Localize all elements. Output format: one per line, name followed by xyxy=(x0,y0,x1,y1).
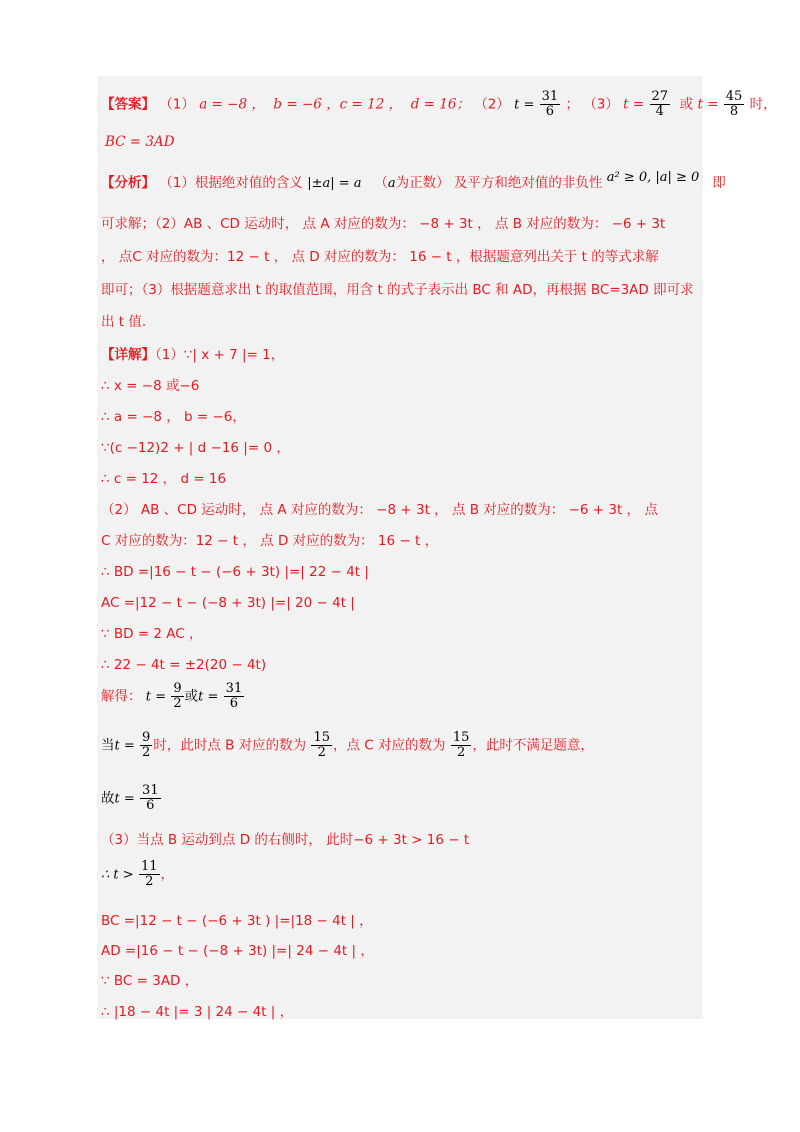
answer-fraction-45-8: $\frac{45}{8}$ xyxy=(725,89,743,119)
analysis-line-2: 可求解；（2）AB 、CD 运动时， 点 A 对应的数为： −8 + 3t ， 点 B 对应的数为： −6 + 3t xyxy=(101,216,666,232)
detail-line-3: ∴ a = −8 ， b = −6， xyxy=(101,409,246,425)
answer-d-value: d = 16； xyxy=(410,96,470,113)
answer-or: 或 xyxy=(679,96,694,113)
solve-label: 解得： xyxy=(101,688,142,705)
detail-line-1 xyxy=(101,346,284,364)
detail-line-16: ∴ |18 − 4t |= 3 | 24 − 4t | ， xyxy=(101,1004,294,1020)
when-fraction-15-2-b: $\frac{15}{2}$ xyxy=(313,730,331,760)
answer-part-1: （1） xyxy=(159,96,195,113)
answer-b-value: b = −6 xyxy=(273,96,322,113)
detail-line-7: C 对应的数为：12 − t ， 点 D 对应的数为： 16 − t ， xyxy=(101,533,439,549)
analysis-paren: （ xyxy=(374,175,388,191)
detail-line-11: ∴ 22 − 4t = ±2(20 − 4t) xyxy=(101,657,267,673)
answer-t-eq-3: t = xyxy=(697,96,719,113)
answer-tag: 【答案】 xyxy=(101,96,155,113)
when-text-2: ，点 C 对应的数为 xyxy=(333,737,446,754)
when-text-3: ，此时不满足题意， xyxy=(472,737,594,754)
answer-part-2: （2） xyxy=(474,96,510,113)
so-t: t = xyxy=(114,791,135,807)
detail-line-13: BC =|12 − t − (−6 + 3t ) |=|18 − 4t | ， xyxy=(101,913,373,929)
analysis-a-var: a xyxy=(387,176,396,191)
detail-line-12: （3）当点 B 运动到点 D 的右侧时， 此时−6 + 3t > 16 − t xyxy=(101,832,470,848)
solve-fraction-31-6: $\frac{31}{6}$ xyxy=(225,681,243,711)
analysis-text-3: 即 xyxy=(712,175,726,191)
answer-line-1 xyxy=(101,90,777,119)
when-fraction-9-2: $\frac{9}{2}$ xyxy=(142,730,151,760)
when-text-1: 时，此时点 B 对应的数为 xyxy=(153,737,307,754)
solve-fraction-9-2: $\frac{9}{2}$ xyxy=(173,681,182,711)
detail-step-1: （1）∵| x + 7 |= 1， xyxy=(155,347,285,363)
nonneg-expression: a² ≥ 0, |a| ≥ 0 xyxy=(606,170,700,185)
when-label: 当 xyxy=(101,737,115,754)
detail-solve-line xyxy=(101,682,245,711)
detail-line-9: AC =|12 − t − (−8 + 3t) |=| 20 − 4t | xyxy=(101,595,355,611)
abs-expression: |±a| = a xyxy=(307,176,362,191)
answer-t-eq-1: t = xyxy=(514,97,535,113)
when-t: t = xyxy=(114,738,135,754)
answer-line-2: BC = 3AD xyxy=(105,134,175,150)
detail-tag: 【详解】 xyxy=(101,347,155,363)
answer-fraction-31-6: $\frac{31}{6}$ xyxy=(541,89,559,119)
ineq-fraction-11-2: $\frac{11}{2}$ xyxy=(140,859,158,889)
ineq-prefix: ∴ t > xyxy=(101,867,134,883)
analysis-text-2: 为正数） 及平方和绝对值的非负性 xyxy=(395,175,603,191)
detail-line-10: ∵ BD = 2 AC ， xyxy=(101,626,203,642)
analysis-text-1: （1）根据绝对值的含义 xyxy=(159,175,303,191)
detail-line-6: （2） AB 、CD 运动时， 点 A 对应的数为： −8 + 3t ， 点 B 对应的数为： −6 + 3t ， 点 xyxy=(101,502,658,518)
answer-part-3: （3） xyxy=(583,96,619,113)
solve-or: 或 xyxy=(184,688,199,705)
analysis-line-5: 出 t 值. xyxy=(101,314,147,330)
detail-line-4: ∵(c −12)2 + | d −16 |= 0 ， xyxy=(101,440,290,456)
analysis-line-1 xyxy=(101,170,726,193)
so-label: 故 xyxy=(101,790,115,807)
detail-when-line xyxy=(101,731,594,760)
answer-c-value: ，c = 12 ， xyxy=(326,96,403,113)
analysis-line-4: 即可；（3）根据题意求出 t 的取值范围，用含 t 的式子表示出 BC 和 AD，再根据 BC=3AD 即可求 xyxy=(101,282,694,298)
detail-line-8: ∴ BD =|16 − t − (−6 + 3t) |=| 22 − 4t | xyxy=(101,564,369,580)
answer-t-eq-2: t = xyxy=(623,96,645,113)
answer-when: 时， xyxy=(749,96,777,113)
detail-ineq-line xyxy=(101,860,174,889)
solve-t-2: t = xyxy=(198,689,219,705)
answer-fraction-27-4: $\frac{27}{4}$ xyxy=(651,89,669,119)
analysis-line-3: ， 点C 对应的数为：12 − t ， 点 D 对应的数为： 16 − t ，根据题意列出关于 t 的等式求解 xyxy=(101,249,659,265)
analysis-tag: 【分析】 xyxy=(101,175,155,191)
answer-separator: ； xyxy=(565,96,579,113)
detail-line-5: ∴ c = 12 ， d = 16 xyxy=(101,471,227,487)
answer-a-value: a = −8 ， xyxy=(199,96,265,113)
detail-line-2: ∴ x = −8 或−6 xyxy=(101,378,200,394)
so-fraction-31-6: $\frac{31}{6}$ xyxy=(142,783,159,813)
ineq-end: ， xyxy=(160,866,174,883)
detail-line-14: AD =|16 − t − (−8 + 3t) |=| 24 − 4t | ， xyxy=(101,943,374,959)
solve-t-1: t = xyxy=(145,689,167,705)
detail-line-15: ∵ BC = 3AD ， xyxy=(101,973,199,989)
when-fraction-15-2-c: $\frac{15}{2}$ xyxy=(452,730,470,760)
detail-so-line xyxy=(101,784,162,813)
